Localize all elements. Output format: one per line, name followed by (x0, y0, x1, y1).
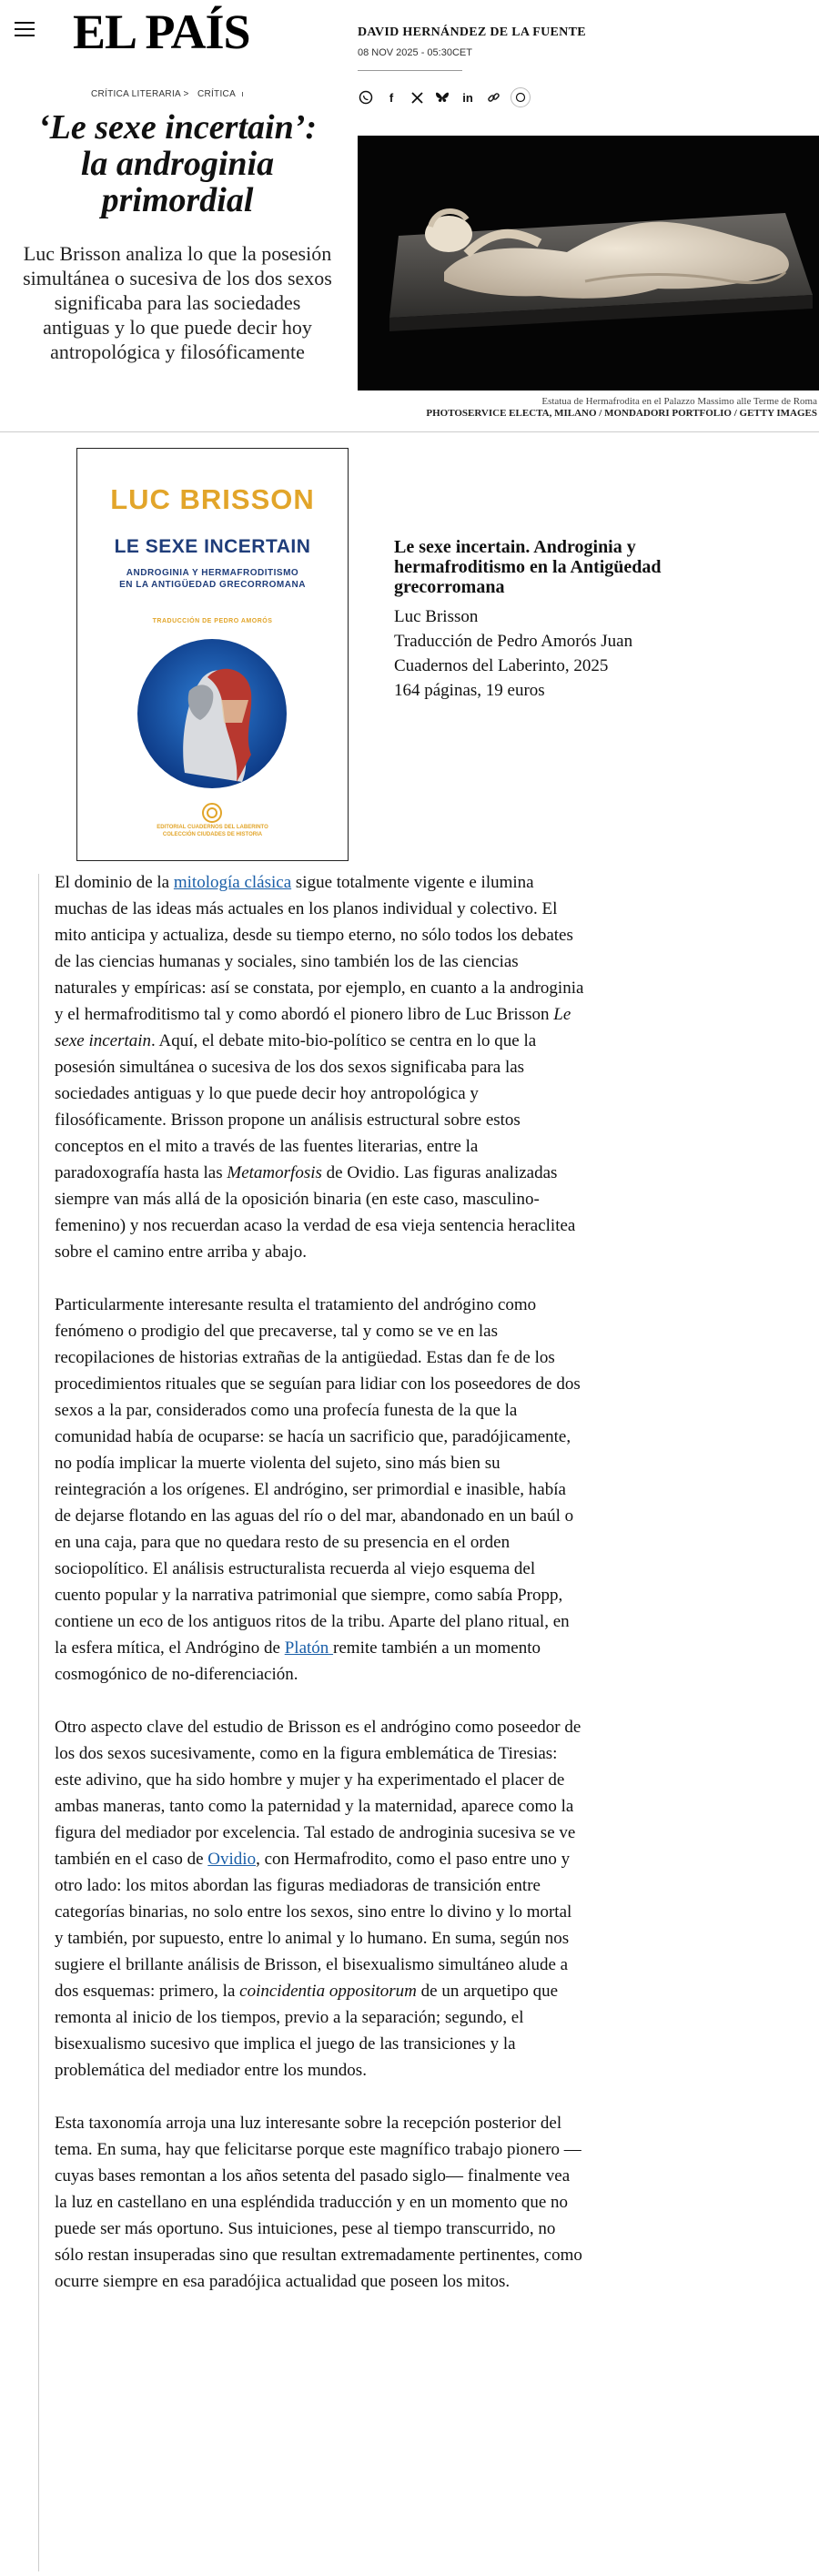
paragraph: El dominio de la mitología clásica sigue totalmente vigente e ilumina muchas de las ideas más actuales en los planos individual y colectivo. El mito anticipa y actualiza, desde su tiempo eterno, no sólo todos los debates de las ciencias humanas y sociales, sino también los de las ciencias naturales y empíricas: así se constata, por ejemplo, en cuanto a la androginia y el hermafroditismo tal y como abordó el pionero libro de Luc Brisson Le sexe incertain. Aquí, el debate mito-bio-político se centra en lo que la posesión simultánea o sucesiva de los dos sexos significaba para las sociedades antiguas y lo que puede decir hoy antropológica y filosóficamente. Brisson propone un análisis estructural sobre estos conceptos en el mito a través de las fuentes literarias, entre la paradoxografía hasta las Metamorfosis de Ovidio. Las figuras analizadas siempre van más allá de la oposición binaria (en este caso, masculino-femenino) y nos recuerdan acaso la verdad de esa vieja sentencia heraclitea sobre el camino entre arriba y abajo. (55, 873, 584, 1262)
divider (0, 431, 819, 432)
book-info (394, 537, 758, 703)
link-platon[interactable]: Platón (284, 1638, 334, 1658)
link-mitologia-clasica[interactable]: mitología clásica (173, 873, 292, 892)
bluesky-icon[interactable] (434, 89, 450, 106)
facebook-icon[interactable]: f (389, 90, 394, 105)
menu-icon[interactable] (15, 22, 35, 41)
cover-subtitle-line: EN LA ANTIGÜEDAD GRECORROMANA (119, 580, 306, 590)
link-icon[interactable] (485, 89, 501, 106)
breadcrumb-section[interactable]: CRÍTICA LITERARIA > (91, 89, 189, 99)
cover-subtitle (96, 567, 329, 591)
x-icon[interactable] (409, 89, 425, 106)
page-title (36, 109, 318, 218)
linkedin-icon[interactable]: in (462, 90, 473, 105)
title-line: ‘Le sexe incertain’: (37, 108, 318, 147)
author-name[interactable]: DAVID HERNÁNDEZ DE LA FUENTE (358, 25, 586, 39)
book-info-translation: Traducción de Pedro Amorós Juan (394, 632, 633, 651)
share-bar (358, 87, 531, 107)
photo-caption (358, 396, 817, 420)
title-line: la androginia (80, 145, 275, 183)
book-info-title: Le sexe incertain. Androginia y hermafroditismo en la Antigüedad grecorromana (394, 537, 662, 597)
article-body (55, 869, 584, 2321)
caption-credit: PHOTOSERVICE ELECTA, MILANO / MONDADORI PORTFOLIO / GETTY IMAGES (426, 408, 817, 419)
article-deck: Luc Brisson analiza lo que la posesión simultánea o sucesiva de los dos sexos significaba para las sociedades antiguas y lo que puede decir hoy antropológica y filosóficamente (23, 242, 332, 363)
cover-subtitle-line: ANDROGINIA Y HERMAFRODITISMO (126, 568, 299, 578)
title-line: primordial (101, 181, 254, 219)
cover-illustration (135, 636, 289, 796)
cover-author: LUC BRISSON (110, 483, 315, 515)
book-info-author: Luc Brisson (394, 607, 479, 626)
book-info-publisher: Cuadernos del Laberinto, 2025 (394, 656, 609, 675)
cover-publisher (77, 824, 348, 838)
divider (358, 70, 462, 71)
hero-photo[interactable] (358, 136, 819, 390)
book-cover[interactable] (76, 448, 349, 861)
paragraph: Esta taxonomía arroja una luz interesante sobre la recepción posterior del tema. En suma, hay que felicitarse porque este magnífico trabajo pionero —cuyas bases remontan a los años setenta del pasado siglo— finalmente vea la luz en castellano en una espléndida traducción y en un momento que no puede ser más oportuno. Sus intuiciones, pese al tiempo transcurrido, no sólo restan insuperadas sino que resultan extremadamente pertinentes, como ocurre siempre en esa paradójica actualidad que poseen los mitos. (55, 2114, 582, 2291)
breadcrumb-tag[interactable]: CRÍTICA (197, 89, 237, 99)
link-ovidio[interactable]: Ovidio (207, 1850, 257, 1869)
cover-translator: TRADUCCIÓN DE PEDRO AMORÓS (152, 618, 273, 624)
site-logo[interactable]: EL PAÍS (73, 5, 250, 59)
article-rule (38, 874, 39, 2571)
caption-text: Estatua de Hermafrodita en el Palazzo Massimo alle Terme de Roma (541, 396, 817, 407)
whatsapp-icon[interactable] (358, 89, 374, 106)
paragraph: Otro aspecto clave del estudio de Brisson es el andrógino como poseedor de los dos sexos sucesivamente, como en la figura emblemática de Tiresias: este adivino, que ha sido hombre y mujer y ha experimentado el placer de ambas maneras, tanto como la paternidad y la maternidad, aparece como la figura del mediador por excelencia. Tal estado de androginia sucesiva se ve también en el caso de Ovidio, con Hermafrodito, como el paso entre uno y otro lado: los mitos abordan las figuras mediadoras de transición entre categorías binarias, no solo entre los sexos, sino entre lo divino y lo mortal y también, por supuesto, entre lo animal y lo humano. En suma, según nos sugiere el brillante análisis de Brisson, el bisexualismo simultáneo alude a dos esquemas: primero, la coincidentia oppositorum de un arquetipo que remonta al inicio de los tiempos, previo a la separación; segundo, el bisexualismo sucesivo que implica el juego de las transiciones y la problemática del mediador entre los mundos. (55, 1718, 581, 2080)
cover-publisher-line: COLECCIÓN CIUDADES DE HISTORIA (162, 832, 263, 837)
paragraph: Particularmente interesante resulta el tratamiento del andrógino como fenómeno o prodigio del que precaverse, tal y como se ve en las recopilaciones de historias extrañas de la antigüedad. Estas dan fe de los procedimientos rituales que se seguían para lidiar con los poseedores de dos sexos a la par, considerados como una profecía funesta de la que la comunidad había de ocuparse: se hacía un sacrificio que, paradójicamente, no podía implicar la muerte violenta del sujeto, sino más bien su reintegración a los orígenes. El andrógino, ser primordial e inasible, había de dejarse flotando en las aguas del río o del mar, abandonado en un baúl o en una caja, para que no quedara resto de su presencia en el orden sociopolítico. El análisis estructuralista recuerda al viejo esquema del cuento popular y la narrativa patrimonial que siempre, como sabía Propp, contiene un eco de los antiguos ritos de la tribu. Aparte del plano ritual, en la esfera mítica, el Andrógino de Platón remite también a un momento cosmogónico de no-diferenciación. (55, 1295, 581, 1684)
cover-title: LE SEXE INCERTAIN (114, 536, 311, 557)
cover-publisher-line: EDITORIAL CUADERNOS DEL LABERINTO (157, 825, 268, 830)
comment-icon[interactable] (511, 87, 531, 107)
breadcrumb: CRÍTICA LITERARIA > CRÍTICA ı (91, 89, 245, 99)
book-info-details: 164 páginas, 19 euros (394, 681, 545, 700)
publish-date: 08 NOV 2025 - 05:30CET (358, 47, 472, 58)
